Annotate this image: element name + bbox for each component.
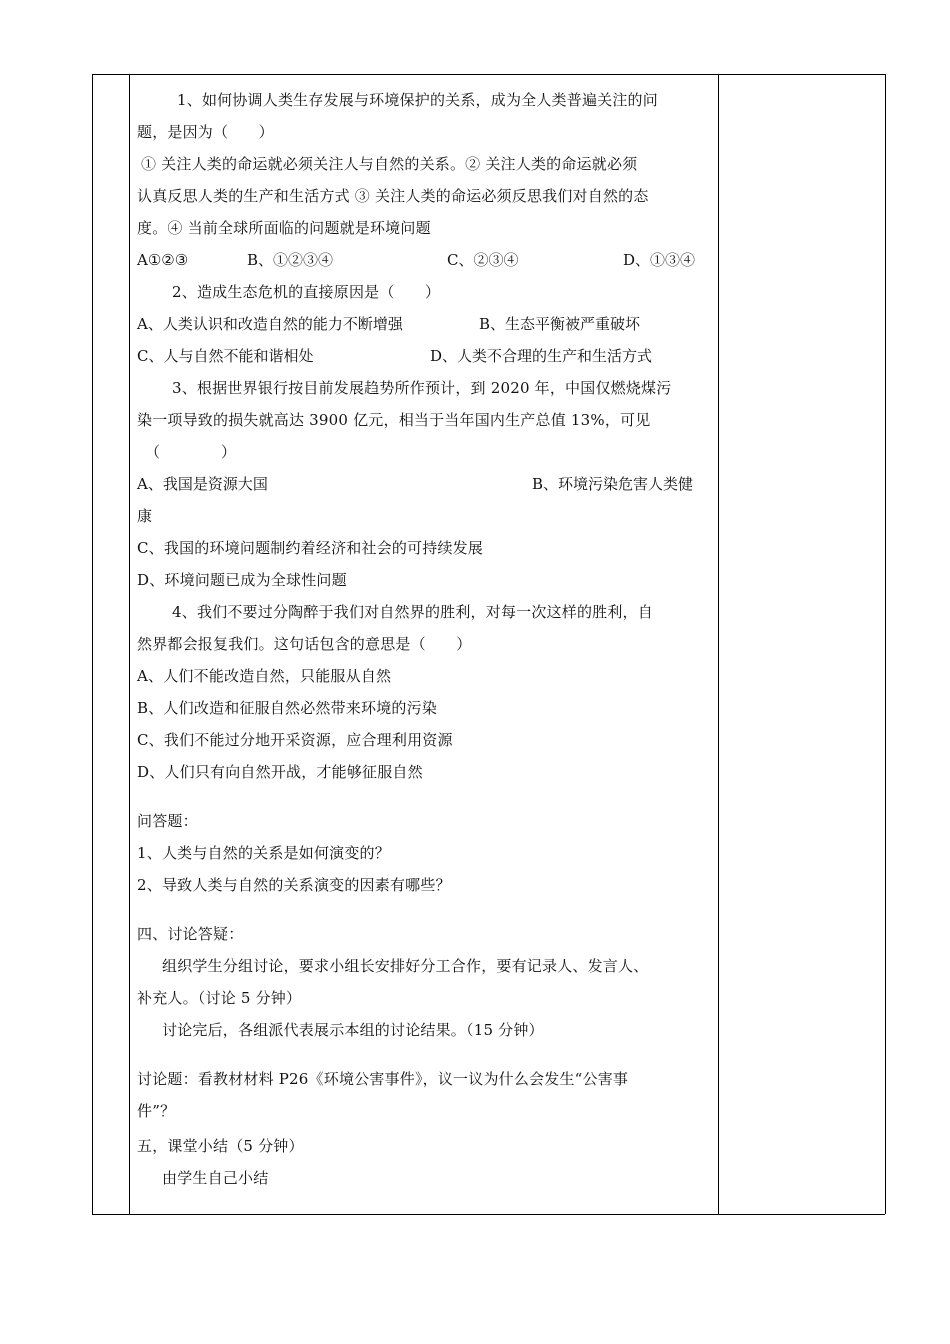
q1-options xyxy=(137,250,712,270)
q4-option-c: C、我们不能过分地开采资源，应合理利用资源 xyxy=(137,731,453,749)
q3-option-c: C、我国的环境问题制约着经济和社会的可持续发展 xyxy=(137,539,484,557)
q2-options-row-2 xyxy=(137,346,712,366)
q2-option-c: C、人与自然不能和谐相处 xyxy=(137,347,314,365)
q1-option-d: D、①③④ xyxy=(623,251,696,269)
q3-stem-line-3: （ ） xyxy=(145,443,237,461)
q2-stem: 2、造成生态危机的直接原因是（ ） xyxy=(172,283,441,301)
q1-option-c: C、②③④ xyxy=(447,251,519,269)
qa-item-1: 1、人类与自然的关系是如何演变的？ xyxy=(137,844,390,862)
q1-statement-line-2: 认真反思人类的生产和生活方式 ③ 关注人类的命运必须反思我们对自然的态 xyxy=(137,187,649,205)
q1-stem-line-1: 1、如何协调人类生存发展与环境保护的关系，成为全人类普遍关注的问 xyxy=(177,91,658,109)
discussion-paragraph-1-line-1: 组织学生分组讨论，要求小组长安排好分工合作，要有记录人、发言人、 xyxy=(162,957,649,975)
q2-options-row-1 xyxy=(137,314,712,334)
qa-heading: 问答题： xyxy=(137,812,198,830)
discussion-paragraph-2: 讨论完后，各组派代表展示本组的讨论结果。（15 分钟） xyxy=(162,1021,544,1039)
q3-option-b: B、环境污染危害人类健 xyxy=(532,475,694,493)
table-left-border xyxy=(92,74,93,1214)
table-bottom-border xyxy=(92,1214,885,1215)
table-right-border xyxy=(885,74,886,1214)
q3-options-row-1 xyxy=(137,474,712,494)
q2-option-a: A、人类认识和改造自然的能力不断增强 xyxy=(137,315,403,333)
q3-stem-line-2: 染一项导致的损失就高达 3900 亿元，相当于当年国内生产总值 13%，可见 xyxy=(137,411,651,429)
discussion-topic-line-2: 件”？ xyxy=(137,1102,176,1120)
q1-statement-line-1: ① 关注人类的命运就必须关注人与自然的关系。② 关注人类的命运就必须 xyxy=(141,155,638,173)
q4-stem-line-2: 然界都会报复我们。这句话包含的意思是（ ） xyxy=(137,635,472,653)
q4-option-d: D、人们只有向自然开战，才能够征服自然 xyxy=(137,763,423,781)
q1-stem-line-2: 题，是因为（ ） xyxy=(137,123,274,141)
q2-option-d: D、人类不合理的生产和生活方式 xyxy=(430,347,653,365)
q3-option-b-continued: 康 xyxy=(137,507,153,525)
q3-option-d: D、环境问题已成为全球性问题 xyxy=(137,571,347,589)
summary-text: 由学生自己小结 xyxy=(162,1169,269,1187)
q1-option-a: A①②③ xyxy=(137,251,189,269)
discussion-paragraph-1-line-2: 补充人。（讨论 5 分钟） xyxy=(137,989,302,1007)
qa-item-2: 2、导致人类与自然的关系演变的因素有哪些？ xyxy=(137,876,451,894)
q1-option-b: B、①②③④ xyxy=(247,251,334,269)
q4-stem-line-1: 4、我们不要过分陶醉于我们对自然界的胜利，对每一次这样的胜利，自 xyxy=(172,603,653,621)
q3-option-a: A、我国是资源大国 xyxy=(137,475,268,493)
q4-option-a: A、人们不能改造自然，只能服从自然 xyxy=(137,667,392,685)
q1-statement-line-3: 度。④ 当前全球所面临的问题就是环境问题 xyxy=(137,219,431,237)
discussion-topic-line-1: 讨论题：看教材材料 P26《环境公害事件》，议一议为什么会发生“公害事 xyxy=(137,1070,629,1088)
table-column-divider-1 xyxy=(129,74,130,1214)
summary-heading: 五，课堂小结（5 分钟） xyxy=(137,1137,304,1155)
discussion-heading: 四、讨论答疑： xyxy=(137,925,244,943)
q3-stem-line-1: 3、根据世界银行按目前发展趋势所作预计，到 2020 年，中国仅燃烧煤污 xyxy=(172,379,672,397)
table-top-border xyxy=(92,74,885,75)
q2-option-b: B、生态平衡被严重破坏 xyxy=(479,315,641,333)
table-column-divider-2 xyxy=(718,74,719,1214)
q4-option-b: B、人们改造和征服自然必然带来环境的污染 xyxy=(137,699,438,717)
